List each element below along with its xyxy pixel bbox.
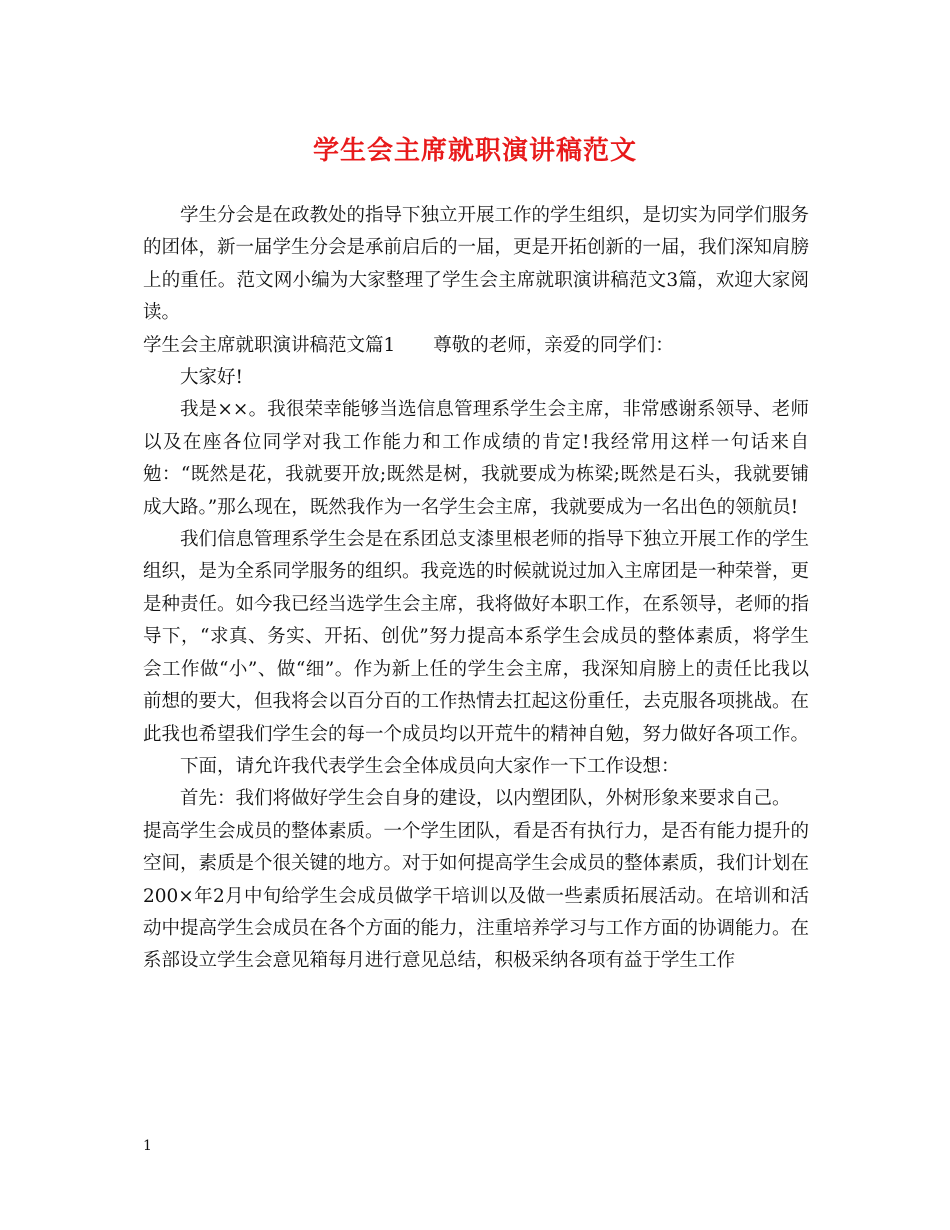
- body-paragraph: 我们信息管理系学生会是在系团总支漆里根老师的指导下独立开展工作的学生组织，是为全系同学服务的组织。我竞选的时候就说过加入主席团是一种荣誉，更是种责任。如今我已经当选学生会主席，我将做好本职工作，在系领导，老师的指导下，“求真、务实、开拓、创优”努力提高本系学生会成员的整体素质，将学生会工作做“小”、做“细”。作为新上任的学生会主席，我深知肩膀上的责任比我以前想的要大，但我将会以百分百的工作热情去扛起这份重任，去克服各项挑战。在此我也希望我们学生会的每一个成员均以开荒牛的精神自勉，努力做好各项工作。: [143, 529, 810, 745]
- body-paragraph: 我是××。我很荣幸能够当选信息管理系学生会主席，非常感谢系领导、老师以及在座各位同学对我工作能力和工作成绩的肯定!我经常用这样一句话来自勉：“既然是花，我就要开放;既然是树，我就要成为栋梁;既然是石头，我就要铺成大路。”那么现在，既然我作为一名学生会主席，我就要成为一名出色的领航员!: [143, 399, 809, 518]
- first-point-lead: 首先：我们将做好学生会自身的建设，以内塑团队，外树形象来要求自己。: [180, 788, 791, 810]
- document-body: [143, 200, 809, 978]
- body-paragraph: 下面，请允许我代表学生会全体成员向大家作一下工作设想：: [180, 755, 680, 777]
- greeting: 大家好!: [180, 367, 243, 389]
- section-heading-line: [143, 330, 809, 362]
- page-number: 1: [143, 1138, 152, 1154]
- document-title: 学生会主席就职演讲稿范文: [312, 136, 637, 166]
- salutation: 尊敬的老师，亲爱的同学们：: [433, 334, 674, 356]
- intro-paragraph: 学生分会是在政教处的指导下独立开展工作的学生组织，是切实为同学们服务的团体，新一届学生分会是承前启后的一届，更是开拓创新的一届，我们深知肩膀上的重任。范文网小编为大家整理了学生会主席就职演讲稿范文3篇，欢迎大家阅读。: [143, 205, 810, 324]
- first-point-body: 提高学生会成员的整体素质。一个学生团队，看是否有执行力，是否有能力提升的空间，素质是个很关键的地方。对于如何提高学生会成员的整体素质，我们计划在200×年2月中旬给学生会成员做学干培训以及做一些素质拓展活动。在培训和活动中提高学生会成员在各个方面的能力，注重培养学习与工作方面的协调能力。在系部设立学生会意见箱每月进行意见总结，积极采纳各项有益于学生工作: [143, 820, 810, 972]
- section-heading: 学生会主席就职演讲稿范文篇1: [143, 334, 396, 356]
